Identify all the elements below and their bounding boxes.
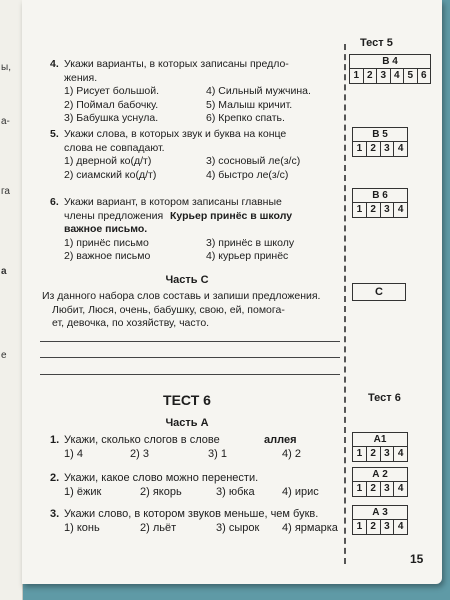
test-6-side-label: Тест 6 [368, 392, 401, 404]
answer-cell[interactable]: 1 [350, 69, 364, 83]
question-sentence: важное письмо. [64, 223, 148, 235]
question-text: члены предложения [64, 209, 164, 222]
answer-box-label: А 3 [353, 506, 407, 520]
task-text: Любит, Люся, очень, бабушку, свою, ей, помога- [52, 303, 285, 316]
test6-question-2 [50, 472, 340, 499]
page-number: 15 [410, 552, 424, 566]
test6-question-3 [50, 508, 340, 535]
answer-box-label: А 2 [353, 468, 407, 482]
task-text: Из данного набора слов составь и запиши предложения. [42, 290, 321, 302]
answer-line [40, 374, 340, 375]
answer-option: 5) Малыш кричит. [206, 98, 293, 111]
answer-cell[interactable]: 4 [397, 483, 404, 494]
answer-cell[interactable]: 4 [397, 448, 404, 459]
question-number: 3. [50, 508, 60, 520]
answer-option: 2) 3 [130, 447, 149, 460]
question-text: слова не совпадают. [64, 141, 165, 154]
answer-option: 1) 4 [64, 447, 83, 460]
answer-option: 3) сосновый ле(з/с) [206, 155, 301, 167]
answer-option: 2) льёт [140, 521, 177, 534]
question-number: 2. [50, 472, 60, 484]
answer-cell[interactable]: 2 [367, 520, 381, 534]
answer-cell[interactable]: 2 [367, 482, 381, 496]
answer-cell[interactable]: 2 [367, 142, 381, 156]
answer-box-b4 [349, 54, 431, 84]
answer-box-b6 [352, 188, 408, 218]
prev-page-fragment: а [1, 266, 7, 277]
task-text: ет, девочка, по хозяйству, часто. [52, 317, 210, 329]
answer-option: 3) Бабушка уснула. [64, 112, 159, 124]
answer-cell[interactable]: 4 [397, 143, 404, 154]
answer-option: 2) важное письмо [64, 250, 151, 262]
answer-cell[interactable]: 4 [397, 521, 404, 532]
answer-option: 4) быстро ле(з/с) [206, 168, 289, 181]
answer-cell[interactable]: 2 [367, 447, 381, 461]
answer-cell[interactable]: 3 [381, 447, 395, 461]
answer-option: 3) юбка [216, 485, 255, 498]
question-4 [50, 58, 340, 126]
question-word: аллея [264, 434, 297, 446]
answer-box-label: А1 [353, 433, 407, 447]
answer-box-c[interactable]: С [352, 283, 406, 301]
question-text: Укажи варианты, в которых записаны предло- [64, 58, 289, 70]
answer-cell[interactable]: 4 [391, 69, 405, 83]
answer-line [40, 341, 340, 342]
answer-option: 3) принёс в школу [206, 236, 295, 249]
test-6-title: ТЕСТ 6 [163, 392, 211, 408]
part-c-title: Часть С [165, 274, 209, 286]
answer-option: 3) 1 [208, 447, 227, 460]
answer-box-a2 [352, 467, 408, 497]
answer-option: 4) Сильный мужчина. [206, 85, 311, 97]
prev-page-fragment: га [1, 186, 10, 197]
question-6 [50, 196, 340, 264]
answer-option: 4) ирис [282, 485, 319, 498]
question-text: Укажи слова, в которых звук и буква на конце [64, 128, 287, 140]
answer-cell[interactable]: 3 [381, 482, 395, 496]
answer-option: 1) конь [64, 521, 100, 534]
question-text: Укажи, сколько слогов в слове [64, 434, 220, 446]
answer-cell[interactable]: 1 [353, 520, 367, 534]
answer-option: 1) ёжик [64, 485, 102, 498]
question-text: Укажи, какое слово можно перенести. [64, 472, 259, 484]
answer-cell[interactable]: 1 [353, 142, 367, 156]
answer-cell[interactable]: 3 [377, 69, 391, 83]
answer-cell[interactable]: 1 [353, 447, 367, 461]
answer-box-a3 [352, 505, 408, 535]
question-text: жения. [64, 71, 98, 84]
question-sentence: Курьер принёс в школу [170, 209, 293, 222]
answer-option: 1) Рисует большой. [64, 85, 159, 97]
part-c-task [42, 290, 342, 331]
answer-option: 4) 2 [282, 447, 301, 460]
prev-page-fragment: ы, [1, 62, 11, 73]
test6-question-1 [50, 434, 340, 461]
question-number: 5. [50, 128, 59, 140]
answer-box-label: В 6 [353, 189, 407, 203]
answer-option: 2) Поймал бабочку. [64, 98, 159, 111]
answer-box-b5 [352, 127, 408, 157]
question-5 [50, 128, 340, 182]
answer-box-label: В 5 [353, 128, 407, 142]
answer-box-a1 [352, 432, 408, 462]
answer-cell[interactable]: 1 [353, 203, 367, 217]
answer-cell[interactable]: 2 [364, 69, 378, 83]
answer-cell[interactable]: 1 [353, 482, 367, 496]
question-text: Укажи слово, в котором звуков меньше, чем букв. [64, 508, 319, 520]
previous-page-edge [0, 0, 23, 600]
answer-cell[interactable]: 6 [420, 70, 427, 81]
test-5-side-label: Тест 5 [360, 37, 393, 49]
dashed-divider [344, 44, 346, 564]
answer-option: 2) якорь [140, 485, 182, 498]
question-number: 6. [50, 196, 59, 208]
answer-option: 2) сиамский ко(д/т) [64, 168, 157, 181]
question-number: 4. [50, 58, 59, 70]
question-number: 1. [50, 434, 60, 446]
prev-page-fragment: а- [1, 116, 10, 127]
answer-cell[interactable]: 3 [381, 520, 395, 534]
answer-cell[interactable]: 2 [367, 203, 381, 217]
answer-cell[interactable]: 4 [397, 204, 404, 215]
part-a-title: Часть А [165, 417, 209, 429]
question-text: Укажи вариант, в котором записаны главные [64, 196, 282, 208]
answer-option: 6) Крепко спать. [206, 112, 285, 124]
answer-option: 4) ярмарка [282, 521, 338, 534]
answer-line [40, 357, 340, 358]
answer-cell[interactable]: 5 [404, 69, 418, 83]
workbook-page [22, 0, 442, 584]
answer-option: 1) принёс письмо [64, 236, 149, 249]
answer-cell[interactable]: 3 [381, 203, 395, 217]
answer-option: 1) дверной ко(д/т) [64, 155, 152, 167]
answer-option: 4) курьер принёс [206, 250, 289, 262]
prev-page-fragment: е [1, 350, 7, 361]
answer-option: 3) сырок [216, 521, 260, 534]
answer-box-label: В 4 [350, 55, 430, 69]
answer-cell[interactable]: 3 [381, 142, 395, 156]
